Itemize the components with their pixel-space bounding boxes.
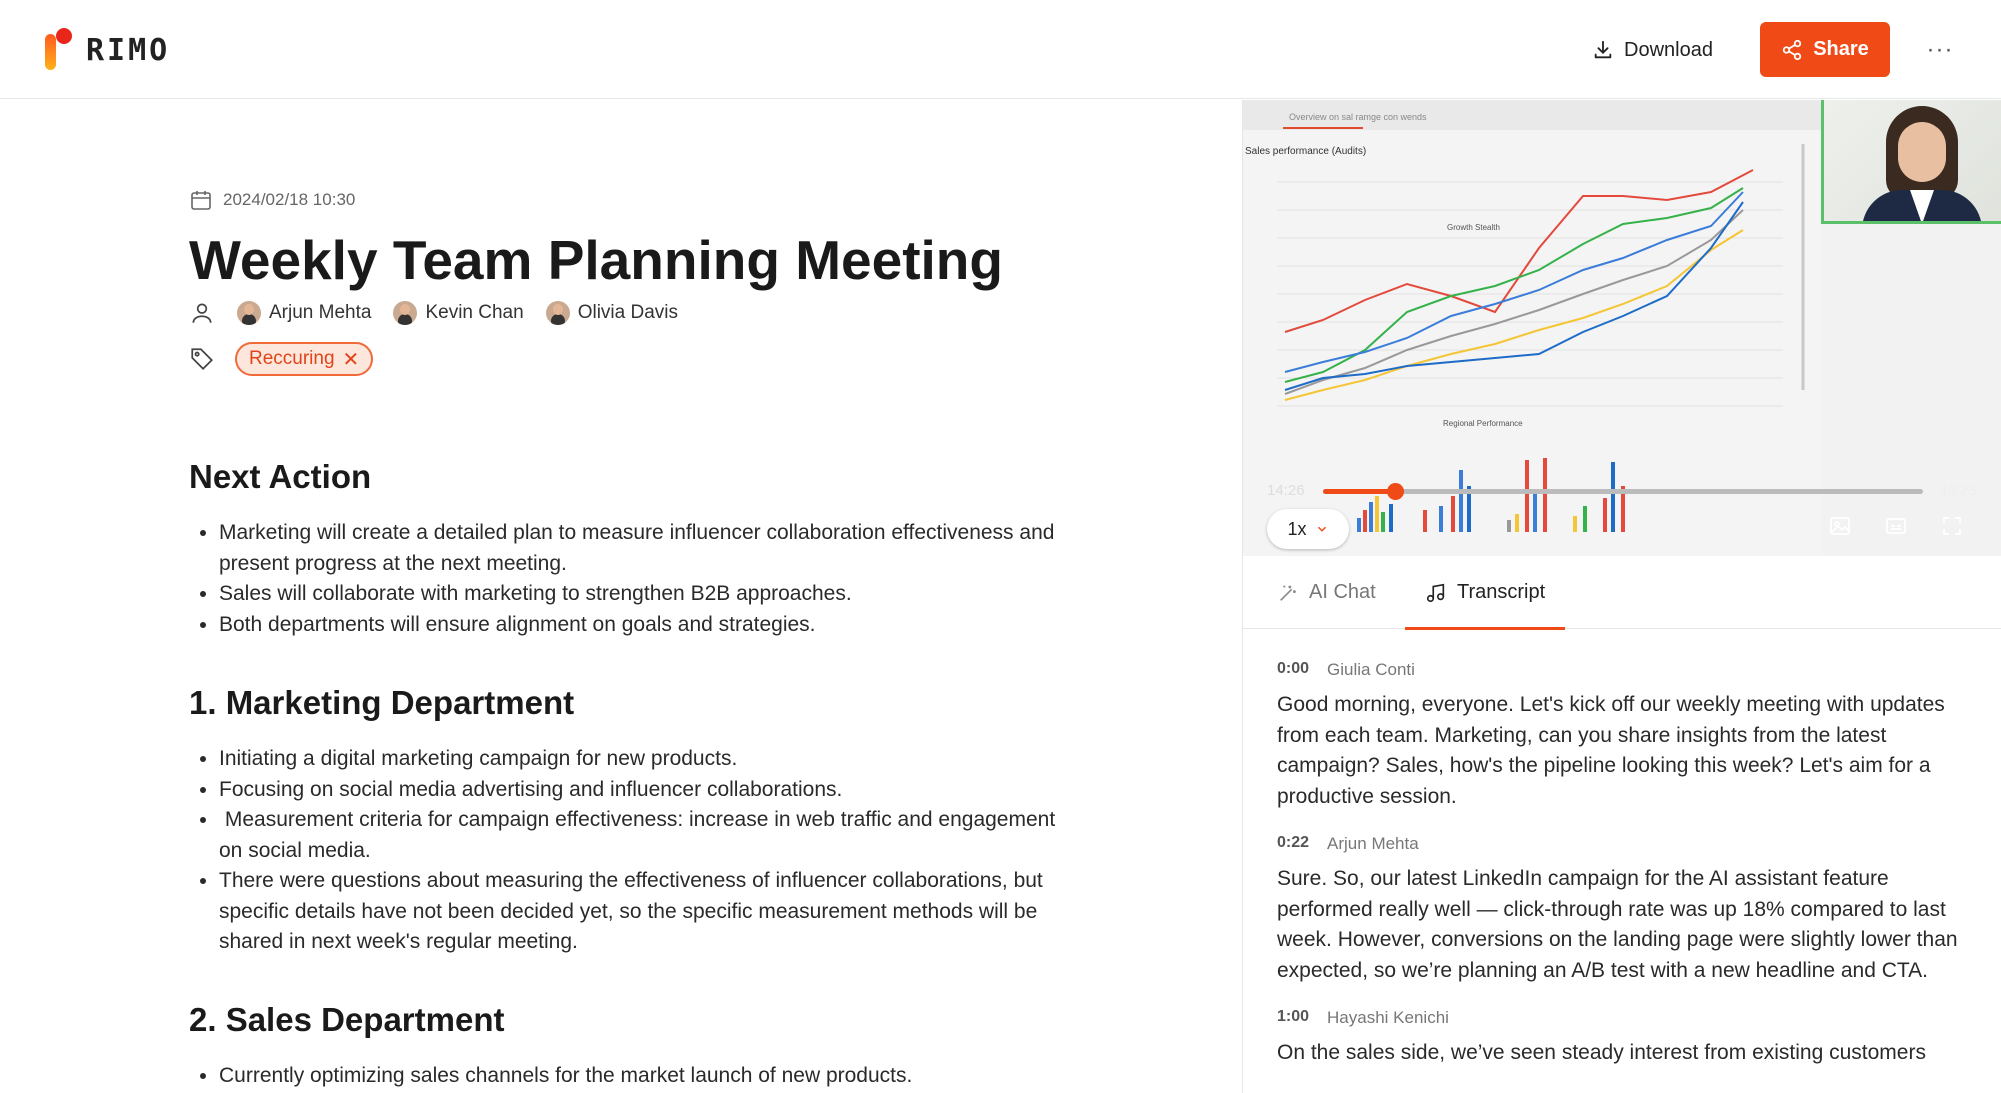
total-time: 43:23 bbox=[1939, 482, 1977, 499]
section-heading-marketing: 1. Marketing Department bbox=[189, 684, 575, 721]
entry-speaker: Hayashi Kenichi bbox=[1327, 1008, 1449, 1027]
speed-label: 1x bbox=[1287, 518, 1307, 539]
picture-in-picture-button[interactable] bbox=[1825, 512, 1855, 540]
progress-bar[interactable] bbox=[1323, 489, 1923, 494]
participant[interactable] bbox=[237, 301, 371, 325]
tab-transcript[interactable] bbox=[1425, 556, 1545, 629]
tab-ai-chat-label: AI Chat bbox=[1309, 581, 1376, 603]
entry-text: On the sales side, we’ve seen steady interest from existing customers bbox=[1277, 1041, 1926, 1064]
tag-icon bbox=[189, 346, 215, 372]
tab-transcript-label: Transcript bbox=[1457, 581, 1546, 603]
transcript-entry[interactable] bbox=[1277, 1008, 1977, 1069]
chevron-down-icon bbox=[1315, 522, 1329, 536]
list-item: • Both departments will ensure alignment on goals and strategies. bbox=[219, 610, 1079, 641]
share-label: Share bbox=[1813, 38, 1869, 60]
progress-fill bbox=[1323, 489, 1395, 494]
list-item: • Initiating a digital marketing campaign for new products. bbox=[219, 744, 1079, 775]
screen-chart-title: Sales performance (Audits) bbox=[1245, 146, 1367, 157]
transcript-entry[interactable] bbox=[1277, 660, 1977, 812]
next-action-list bbox=[219, 518, 1079, 640]
entry-timestamp[interactable]: 0:00 bbox=[1277, 660, 1310, 677]
participant-name: Olivia Davis bbox=[577, 302, 678, 323]
participant[interactable] bbox=[393, 301, 523, 325]
share-button[interactable] bbox=[1760, 22, 1890, 77]
download-label: Download bbox=[1624, 38, 1713, 61]
list-item: • There were questions about measuring the effectiveness of influencer collaborations, but specific details have not been decided yet, so the specific measurement methods will be shared in next week's regular meeting. bbox=[219, 866, 1079, 958]
list-item: • Currently optimizing sales channels for the market launch of new products. bbox=[219, 1061, 1079, 1092]
entry-text: Good morning, everyone. Let's kick off our weekly meeting with updates from each team. Marketing, can you share insights from the latest campaign? Sales, how's the pipeline looking this week? Let's aim for a productive session. bbox=[1277, 693, 1945, 808]
participant-camera[interactable] bbox=[1821, 100, 2001, 224]
list-item: • Focusing on social media advertising and influencer collaborations. bbox=[219, 775, 1079, 806]
captions-button[interactable] bbox=[1881, 512, 1911, 540]
logo-text: RIMO bbox=[86, 32, 171, 68]
screen-tab-text: Overview on sal ramge con wends bbox=[1289, 112, 1427, 122]
entry-timestamp[interactable]: 0:22 bbox=[1277, 834, 1310, 851]
music-note-icon bbox=[1425, 582, 1447, 604]
image-icon bbox=[1827, 514, 1853, 538]
section-heading-sales: 2. Sales Department bbox=[189, 1001, 505, 1038]
shared-screen-chart bbox=[1243, 100, 1823, 556]
meeting-date: 2024/02/18 10:30 bbox=[223, 190, 356, 209]
more-icon: ··· bbox=[1926, 36, 1954, 63]
calendar-icon bbox=[189, 188, 213, 212]
participant[interactable] bbox=[546, 301, 678, 325]
avatar bbox=[237, 301, 261, 325]
meeting-notes-panel bbox=[0, 100, 1242, 1093]
logo-mark-icon bbox=[42, 28, 76, 72]
meeting-date-row bbox=[189, 188, 355, 212]
avatar bbox=[393, 301, 417, 325]
more-options-button[interactable] bbox=[1922, 30, 1958, 70]
marketing-list bbox=[219, 744, 1079, 958]
participants-row bbox=[189, 300, 678, 326]
share-icon bbox=[1781, 39, 1803, 61]
download-icon bbox=[1592, 39, 1614, 61]
captions-icon bbox=[1883, 514, 1909, 538]
section-heading-next-action: Next Action bbox=[189, 458, 372, 495]
screen-annotation: Growth Stealth bbox=[1447, 223, 1500, 232]
recurring-tag[interactable] bbox=[235, 342, 373, 376]
entry-speaker: Giulia Conti bbox=[1327, 660, 1415, 679]
progress-knob[interactable] bbox=[1387, 483, 1404, 500]
list-item: • Sales will collaborate with marketing to strengthen B2B approaches. bbox=[219, 579, 1079, 610]
fullscreen-button[interactable] bbox=[1937, 512, 1967, 540]
participant-name: Kevin Chan bbox=[425, 302, 524, 323]
tag-label: Reccuring bbox=[249, 348, 335, 369]
panel-tabs bbox=[1243, 556, 2001, 629]
download-button[interactable] bbox=[1584, 24, 1724, 76]
current-time: 14:26 bbox=[1267, 482, 1305, 499]
participant-name: Arjun Mehta bbox=[269, 302, 372, 323]
rimo-logo[interactable] bbox=[42, 28, 170, 72]
screen-subtitle: Regional Performance bbox=[1443, 419, 1523, 428]
transcript-entry[interactable] bbox=[1277, 834, 1977, 986]
meeting-title: Weekly Team Planning Meeting bbox=[189, 229, 1003, 291]
list-item: • Measurement criteria for campaign effectiveness: increase in web traffic and engagement on social media. bbox=[219, 805, 1079, 866]
sales-list bbox=[219, 1061, 1079, 1092]
entry-timestamp[interactable]: 1:00 bbox=[1277, 1008, 1310, 1025]
avatar bbox=[546, 301, 570, 325]
entry-speaker: Arjun Mehta bbox=[1327, 834, 1419, 853]
tab-ai-chat[interactable] bbox=[1277, 556, 1376, 629]
top-bar bbox=[0, 0, 2001, 99]
person-icon bbox=[189, 300, 215, 326]
fullscreen-icon bbox=[1939, 514, 1965, 538]
list-item: • Marketing will create a detailed plan to measure influencer collaboration effectiveness and present progress at the next meeting. bbox=[219, 518, 1079, 579]
remove-tag-icon[interactable]: ✕ bbox=[342, 348, 360, 371]
entry-text: Sure. So, our latest LinkedIn campaign for the AI assistant feature performed really well — click-through rate was up 18% compared to last week. However, conversions on the landing page were slightly lower than expected, so we’re planning an A/B test with a new headline and CTA. bbox=[1277, 867, 1958, 982]
transcript-list bbox=[1277, 660, 1977, 1091]
tags-row bbox=[189, 342, 373, 376]
magic-wand-icon bbox=[1277, 582, 1299, 604]
playback-speed-button[interactable] bbox=[1267, 509, 1349, 549]
video-player[interactable] bbox=[1243, 100, 2001, 556]
side-panel bbox=[1242, 100, 2001, 1093]
